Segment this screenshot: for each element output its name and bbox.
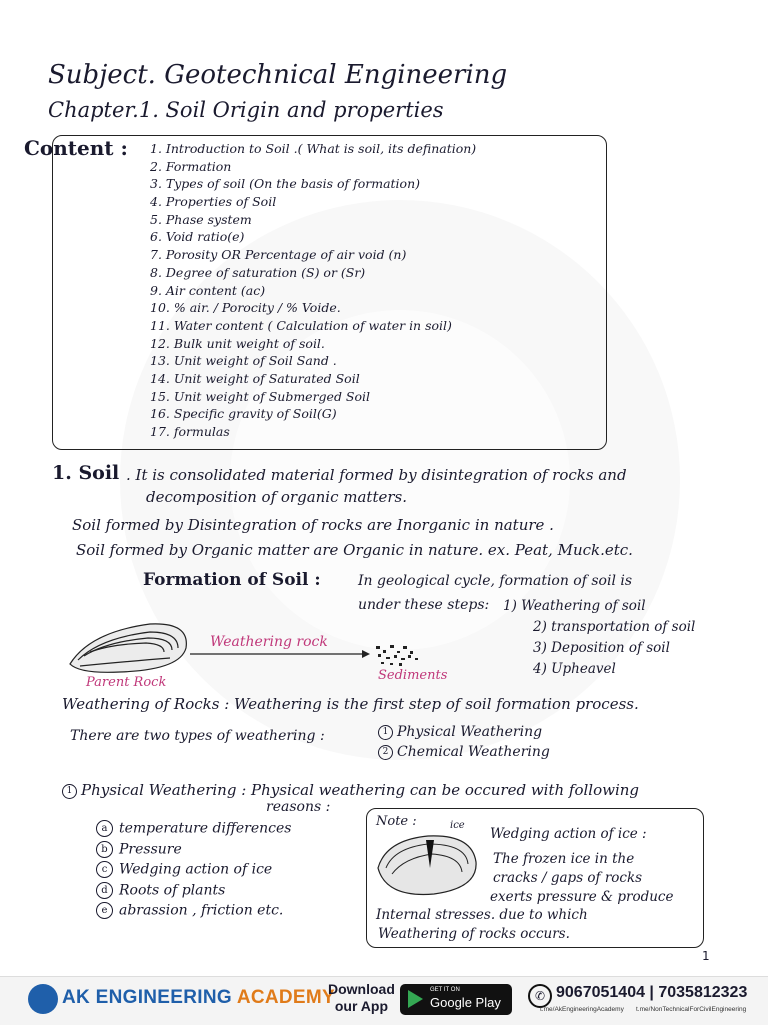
phone-numbers[interactable]: 9067051404 | 7035812323: [556, 984, 748, 1001]
google-play-icon: [408, 990, 423, 1008]
academy-logo-icon: [28, 984, 58, 1014]
google-play-label: Google Play: [430, 995, 501, 1010]
arrow-label: Weathering rock: [210, 634, 328, 650]
ice-rock-drawing: [372, 828, 486, 906]
note-line: cracks / gaps of rocks: [493, 870, 643, 886]
reason-marker: a: [96, 820, 113, 837]
content-item: 2. Formation: [150, 158, 232, 174]
content-list: [150, 141, 476, 442]
reason-item: [96, 882, 292, 903]
subject-title: Subject. Geotechnical Engineering: [48, 60, 508, 90]
reason-text: temperature differences: [119, 820, 292, 837]
formation-step: 4) Upheavel: [533, 661, 616, 677]
brand-name: [62, 987, 335, 1009]
formation-step: 3) Deposition of soil: [533, 640, 670, 656]
telegram-link-1[interactable]: t.me/AkEngineeringAcademy: [540, 1006, 624, 1013]
phone-icon: ✆: [528, 984, 552, 1008]
inorganic-line: Soil formed by Disintegration of rocks are Inorganic in nature .: [72, 516, 554, 534]
page-number: 1: [702, 949, 710, 963]
reason-text: Roots of plants: [119, 882, 226, 898]
reason-marker: c: [96, 861, 113, 878]
content-item: 17. formulas: [150, 424, 230, 439]
content-item: 12. Bulk unit weight of soil.: [150, 335, 325, 351]
type-label: Physical Weathering: [397, 724, 543, 740]
reason-text: abrassion , friction etc.: [119, 902, 284, 919]
reason-marker: e: [96, 902, 113, 919]
note-bottom-line: Internal stresses. due to which: [376, 907, 588, 923]
type-label: Chemical Weathering: [397, 744, 550, 760]
content-item: 7. Porosity OR Percentage of air void (n): [150, 247, 407, 263]
parent-rock-drawing: [70, 624, 186, 672]
sediments-label: Sediments: [378, 668, 448, 683]
brand-name-ak: AK ENGINEERING: [62, 987, 232, 1008]
physical-weathering-text: Physical Weathering : Physical weathering can be occured with following: [81, 781, 640, 799]
download-app-text: [328, 981, 395, 1015]
reason-text: Pressure: [119, 841, 182, 857]
content-item: 14. Unit weight of Saturated Soil: [150, 370, 360, 386]
formation-intro-2: under these steps:: [358, 597, 490, 613]
physical-weathering-line: [62, 781, 639, 799]
telegram-link-2[interactable]: t.me/NonTechnicalForCivilEngineering: [636, 1006, 747, 1013]
note-bottom-line: Weathering of rocks occurs.: [378, 926, 570, 942]
formation-step: 2) transportation of soil: [533, 619, 696, 635]
google-play-small-text: GET IT ON: [430, 987, 460, 993]
content-label: Content :: [24, 136, 128, 160]
content-item: 9. Air content (ac): [150, 282, 266, 298]
reasons-label: reasons :: [266, 799, 331, 815]
type-number: 1: [378, 725, 393, 740]
section-number: 1: [62, 784, 77, 799]
ice-label: ice: [450, 820, 465, 831]
type-physical: [378, 724, 542, 740]
formation-intro-1: In geological cycle, formation of soil is: [358, 573, 633, 589]
two-types-line: There are two types of weathering :: [70, 728, 325, 744]
type-number: 2: [378, 745, 393, 760]
content-item: 8. Degree of saturation (S) or (Sr): [150, 264, 366, 280]
weathering-line: Weathering of Rocks : Weathering is the first step of soil formation process.: [62, 695, 639, 713]
download-line-1: Download: [328, 981, 395, 997]
soil-definition-line-2: decomposition of organic matters.: [146, 488, 408, 506]
note-line: exerts pressure & produce: [490, 889, 674, 905]
content-item: 5. Phase system: [150, 211, 252, 227]
reasons-list: [96, 820, 292, 923]
content-item: 4. Properties of Soil: [150, 194, 277, 210]
content-item: 10. % air. / Porocity / % Voide.: [150, 300, 341, 316]
soil-heading: 1. Soil: [52, 462, 120, 484]
reason-marker: b: [96, 841, 113, 858]
note-title: Wedging action of ice :: [490, 826, 647, 842]
type-chemical: [378, 744, 550, 760]
parent-rock-label: Parent Rock: [86, 675, 167, 690]
formation-steps: [503, 598, 696, 682]
formation-step: 1) Weathering of soil: [503, 598, 646, 614]
reason-marker: d: [96, 882, 113, 899]
formation-heading: Formation of Soil :: [143, 570, 321, 590]
chapter-title: Chapter.1. Soil Origin and properties: [48, 98, 444, 122]
note-line: The frozen ice in the: [493, 851, 635, 867]
note-label: Note :: [376, 814, 417, 829]
content-item: 15. Unit weight of Submerged Soil: [150, 388, 371, 404]
content-item: 11. Water content ( Calculation of water in soil): [150, 317, 452, 333]
reason-item: [96, 861, 292, 882]
reason-item: [96, 820, 292, 841]
soil-definition-line-1: . It is consolidated material formed by disintegration of rocks and: [126, 466, 627, 484]
content-item: 3. Types of soil (On the basis of formation): [150, 176, 421, 192]
sediments-drawing: [376, 645, 418, 666]
google-play-button[interactable]: [400, 984, 512, 1015]
organic-line: Soil formed by Organic matter are Organic in nature. ex. Peat, Muck.etc.: [76, 541, 633, 559]
content-item: 1. Introduction to Soil .( What is soil, its defination): [150, 141, 477, 156]
reason-item: [96, 841, 292, 862]
reason-item: [96, 902, 292, 923]
brand-name-academy: ACADEMY: [236, 987, 335, 1008]
content-item: 13. Unit weight of Soil Sand .: [150, 353, 337, 369]
content-item: 16. Specific gravity of Soil(G): [150, 406, 337, 422]
download-line-2: our App: [334, 998, 389, 1014]
reason-text: Wedging action of ice: [119, 861, 273, 878]
content-item: 6. Void ratio(e): [150, 229, 245, 245]
arrow-head-icon: [362, 650, 370, 658]
